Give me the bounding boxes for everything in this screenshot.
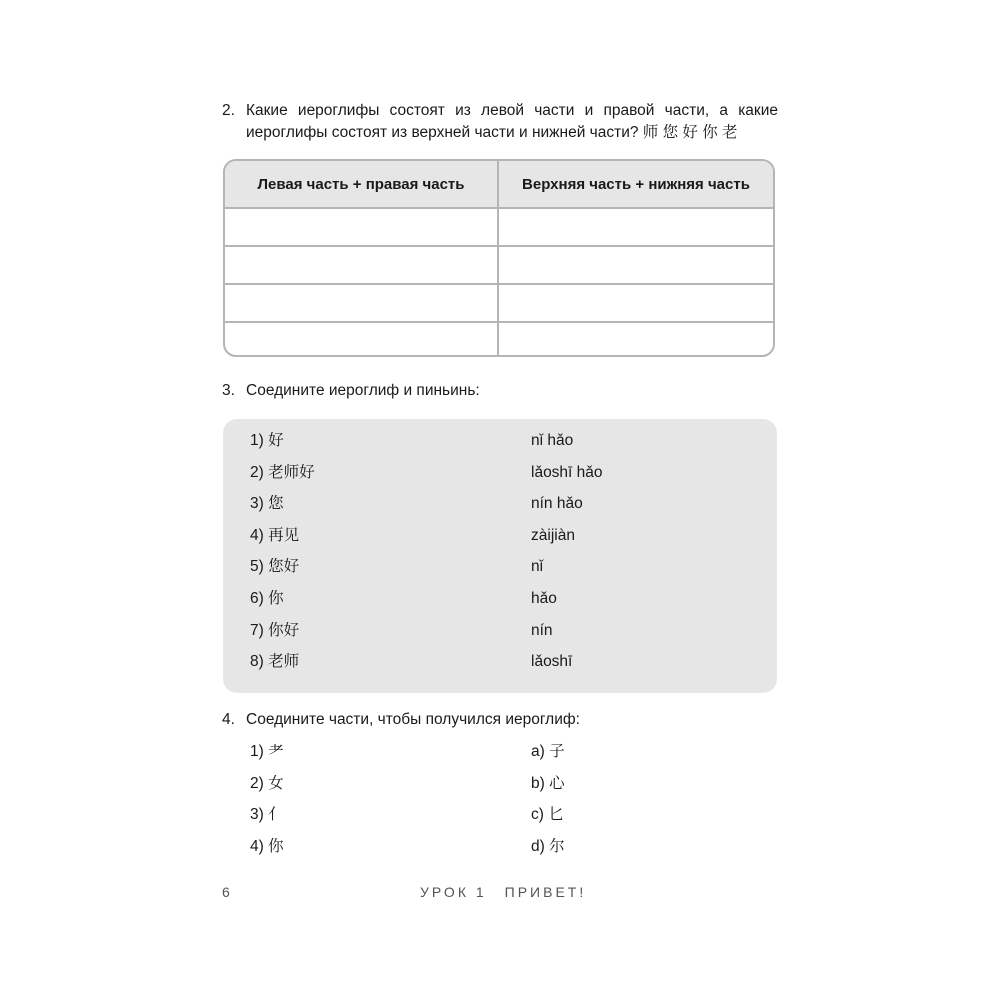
pinyin-item: nǐ: [531, 558, 544, 576]
pinyin-item: nǐ hǎo: [531, 432, 574, 449]
exercise-4-instruction: Соедините части, чтобы получился иероглиф:: [246, 711, 580, 728]
component-item: c) 匕: [531, 806, 564, 824]
component-item: b) 心: [531, 774, 565, 792]
pinyin-item: nín hǎo: [531, 495, 583, 513]
running-footer: [420, 884, 586, 900]
pinyin-column: [531, 430, 603, 683]
exercise-2: [222, 100, 778, 144]
table-row: [225, 285, 773, 323]
table-row: [225, 323, 773, 357]
component-item: 4) 你: [250, 837, 284, 855]
hanzi-item: 5) 您好: [250, 558, 300, 576]
hanzi-item: 7) 你好: [250, 621, 300, 639]
pinyin-item: lǎoshī: [531, 653, 573, 671]
pinyin-item: hǎo: [531, 589, 557, 607]
table-cell-right[interactable]: [499, 209, 773, 245]
exercise-2-instruction: Какие иероглифы состоят из левой части и правой части, а какие иероглифы состоят из верхней части и нижней части? 师 您 好 你 老: [246, 102, 778, 141]
table-cell-left[interactable]: [225, 209, 499, 245]
pinyin-item: zàijiàn: [531, 526, 575, 544]
lesson-label: УРОК 1: [420, 884, 487, 900]
component-item: d) 尔: [531, 837, 565, 855]
component-left-column: [250, 741, 284, 867]
table-cell-right[interactable]: [499, 285, 773, 321]
header-left-right: Левая часть + правая часть: [225, 161, 499, 207]
exercise-2-number: 2.: [222, 102, 235, 119]
component-item: 2) 女: [250, 774, 284, 792]
table-cell-right[interactable]: [499, 247, 773, 283]
lesson-title: ПРИВЕТ!: [504, 884, 587, 900]
component-right-column: [531, 741, 565, 867]
hanzi-item: 8) 老师: [250, 653, 300, 671]
exercise-3-number: 3.: [222, 382, 235, 399]
table-header: [225, 161, 773, 209]
exercise-4-number: 4.: [222, 711, 235, 728]
hanzi-item: 6) 你: [250, 589, 284, 607]
component-item: 1) 耂: [250, 743, 284, 760]
pinyin-item: nín: [531, 621, 553, 639]
table-cell-left[interactable]: [225, 285, 499, 321]
table-cell-left[interactable]: [225, 323, 499, 357]
table-row: [225, 209, 773, 247]
table-cell-right[interactable]: [499, 323, 773, 357]
page-number: 6: [222, 884, 231, 900]
hanzi-item: 4) 再见: [250, 526, 300, 544]
table-cell-left[interactable]: [225, 247, 499, 283]
pinyin-item: lǎoshī hǎo: [531, 463, 603, 481]
hanzi-item: 1) 好: [250, 432, 284, 449]
hanzi-item: 3) 您: [250, 495, 284, 513]
exercise-3-instruction: Соедините иероглиф и пиньинь:: [246, 382, 480, 399]
header-top-bottom: Верхняя часть + нижняя часть: [522, 175, 750, 193]
component-item: 3) 亻: [250, 806, 284, 824]
exercise-4-heading: [222, 711, 580, 729]
hanzi-item: 2) 老师好: [250, 463, 315, 481]
exercise-3-heading: [222, 382, 480, 400]
hanzi-column: [250, 430, 315, 683]
classification-table: [223, 159, 775, 357]
component-item: a) 子: [531, 743, 565, 760]
table-row: [225, 247, 773, 285]
